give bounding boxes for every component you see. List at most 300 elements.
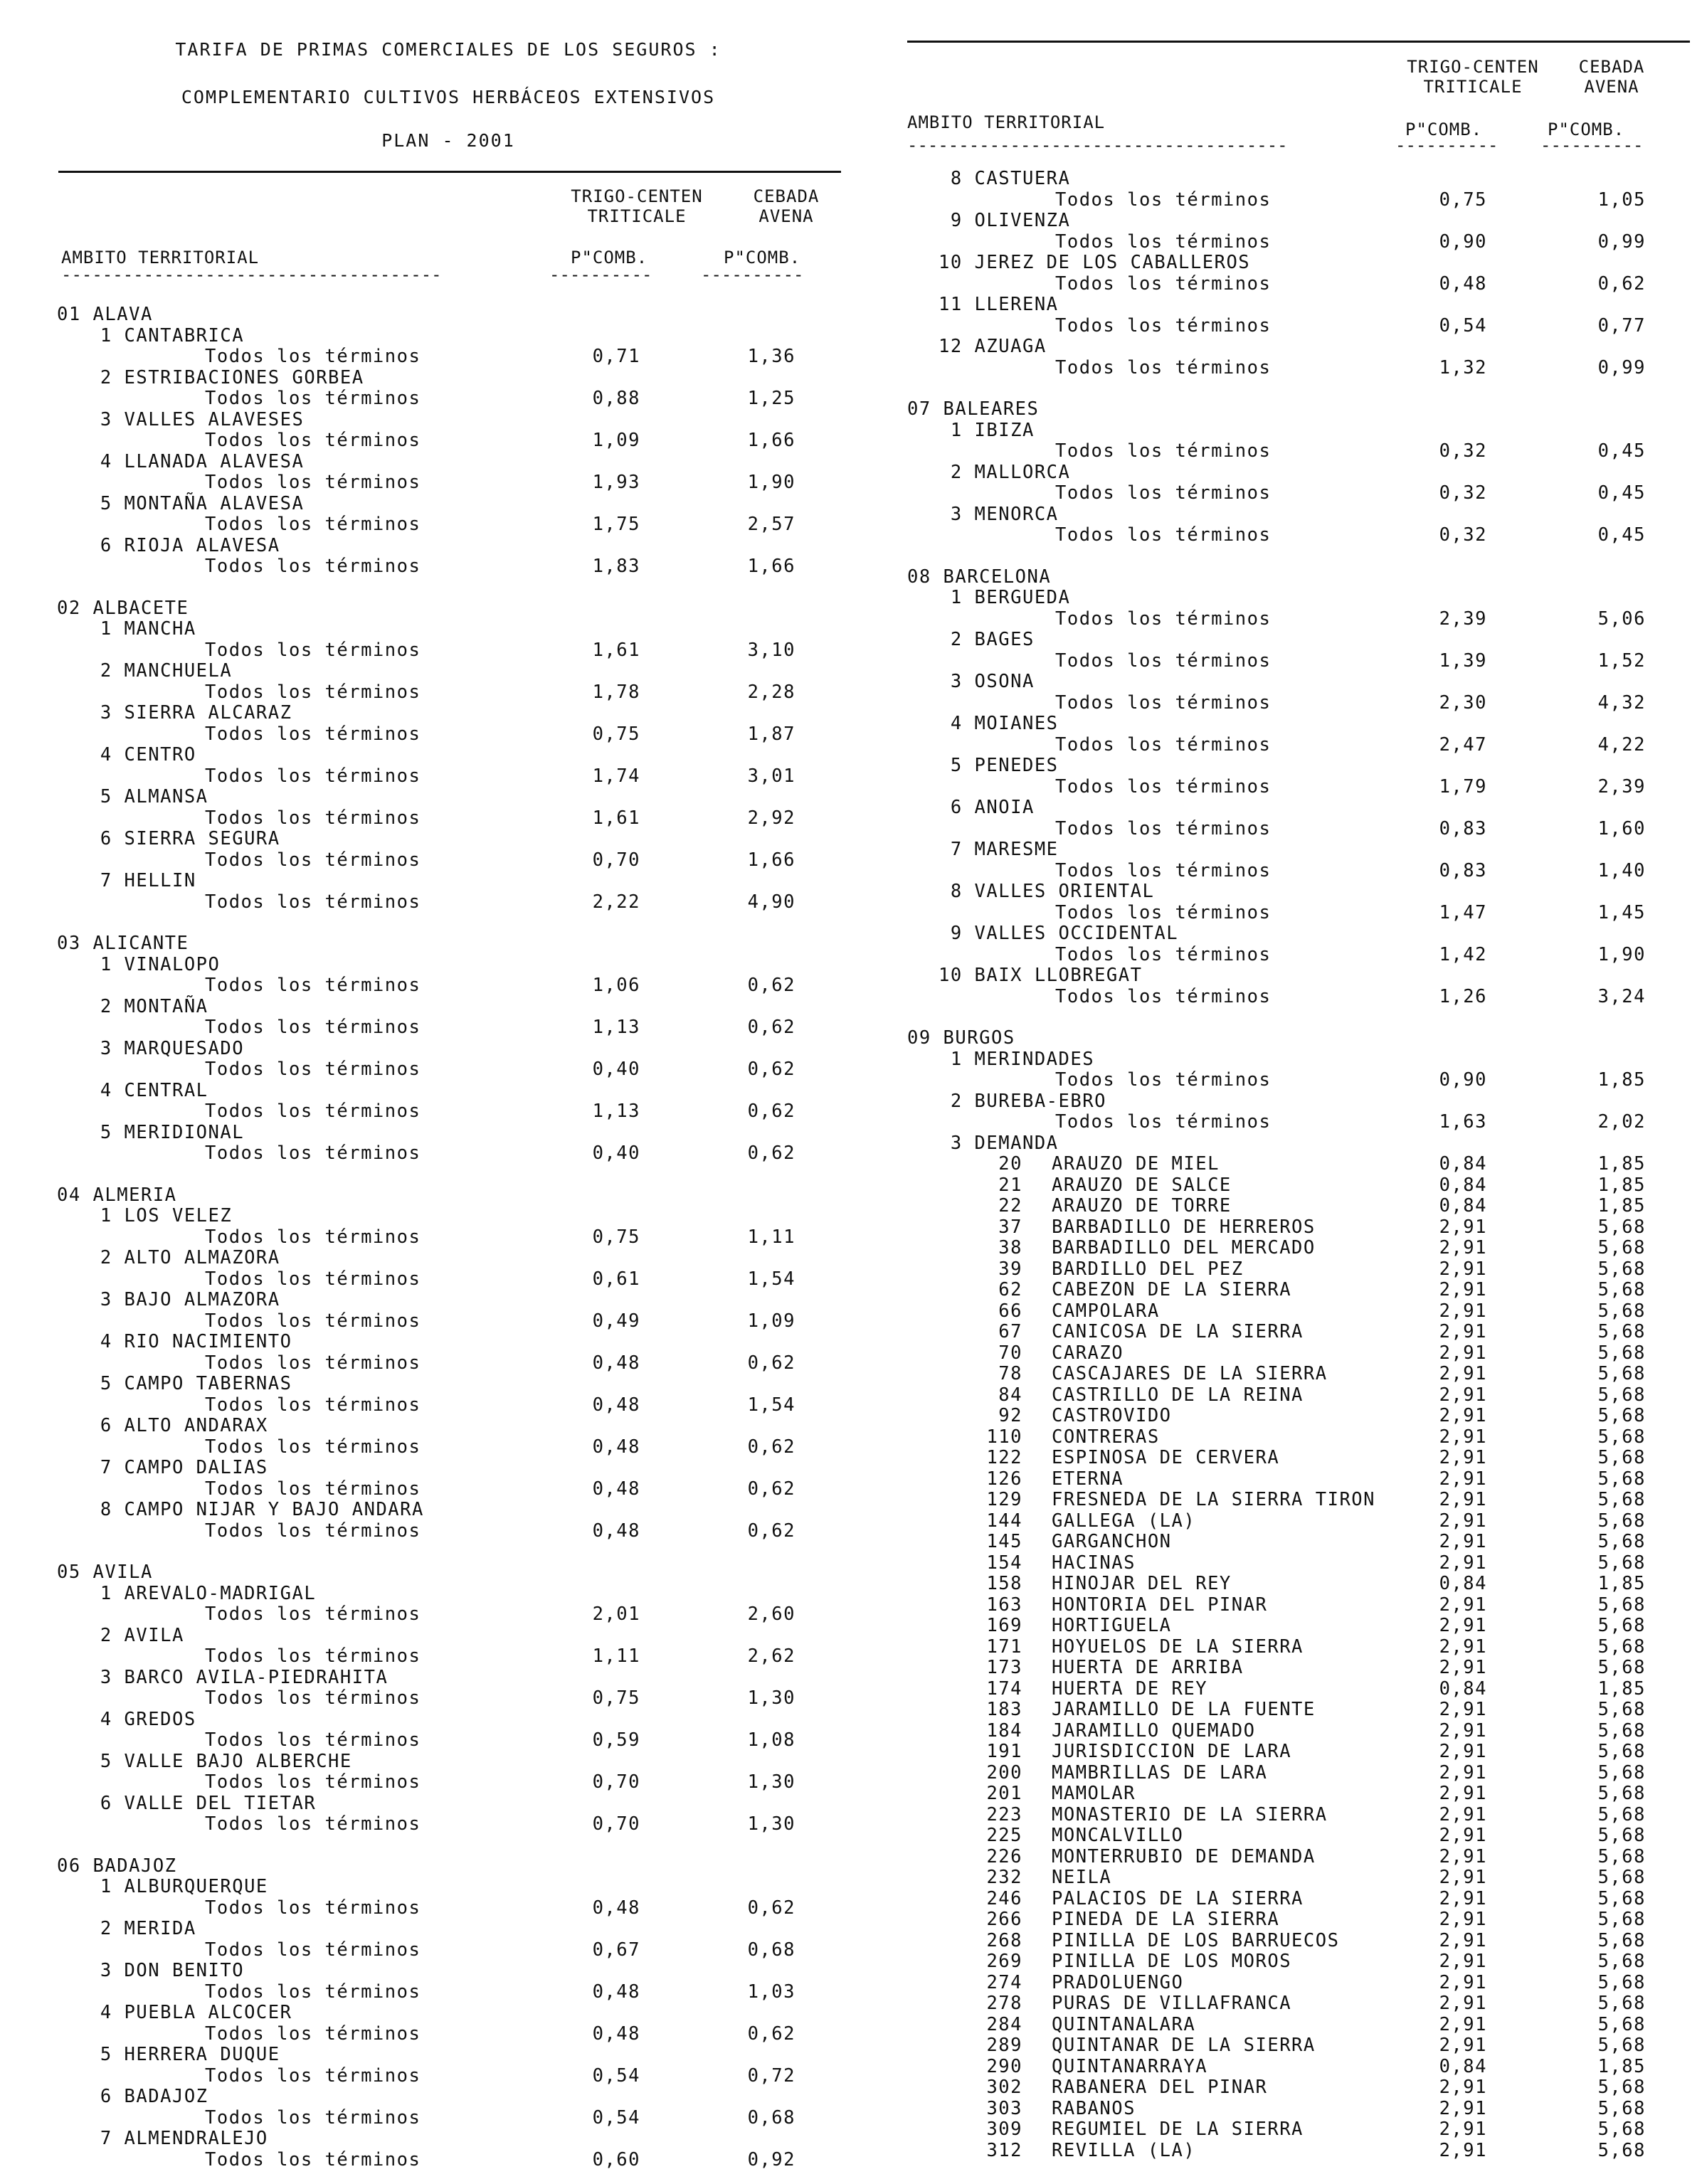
municipality-code: 183 (986, 1699, 1022, 1720)
col2-header-underline-right: ---------- (1540, 135, 1644, 155)
zone-row (907, 756, 1690, 777)
value-trigo: 2,22 (592, 891, 640, 913)
zone-row (57, 2045, 840, 2066)
value-trigo: 2,91 (1439, 1909, 1487, 1930)
value-trigo: 2,91 (1439, 1405, 1487, 1426)
all-terms-label: Todos los términos (205, 1645, 421, 1667)
municipality-code: 22 (998, 1195, 1022, 1216)
municipality-row (907, 1721, 1690, 1742)
value-trigo: 0,40 (592, 1143, 640, 1164)
all-terms-row (57, 1688, 840, 1709)
value-cebada: 5,68 (1597, 1951, 1646, 1972)
zone-row (57, 2003, 840, 2024)
zone-name: 3 MARQUESADO (88, 1037, 245, 1059)
all-terms-label: Todos los términos (1055, 272, 1272, 295)
header-rule (58, 171, 841, 173)
value-trigo: 2,91 (1439, 1279, 1487, 1300)
zone-name: 3 SIERRA ALCARAZ (88, 702, 292, 723)
municipality-name: HACINAS (1052, 1552, 1136, 1574)
territory-header-right: AMBITO TERRITORIAL (907, 112, 1106, 132)
zone-name: 7 MARESME (939, 839, 1059, 860)
all-terms-row (907, 945, 1690, 966)
municipality-row (907, 1364, 1690, 1385)
value-cebada: 1,85 (1597, 1153, 1646, 1175)
municipality-row (907, 1595, 1690, 1616)
municipality-code: 169 (986, 1615, 1022, 1636)
value-trigo: 2,91 (1439, 1237, 1487, 1258)
value-cebada: 5,68 (1597, 2013, 1646, 2035)
municipality-row (907, 1280, 1690, 1301)
value-cebada: 1,54 (747, 1268, 796, 1290)
all-terms-row (57, 1353, 840, 1374)
value-trigo: 0,48 (592, 1520, 640, 1542)
value-cebada: 1,36 (747, 346, 796, 367)
value-trigo: 0,32 (1439, 482, 1487, 504)
all-terms-row (57, 1898, 840, 1919)
all-terms-label: Todos los términos (1055, 775, 1272, 797)
value-cebada: 0,62 (747, 1143, 796, 1164)
value-cebada: 4,32 (1597, 691, 1646, 714)
all-terms-label: Todos los términos (205, 1394, 421, 1416)
all-terms-label: Todos los términos (1055, 733, 1272, 756)
value-cebada: 5,68 (1597, 1447, 1646, 1468)
zone-row (57, 1081, 840, 1102)
municipality-code: 309 (986, 2119, 1022, 2140)
all-terms-label: Todos los términos (205, 2064, 421, 2087)
zone-name: 8 CASTUERA (939, 168, 1071, 189)
municipality-code: 154 (986, 1552, 1022, 1574)
municipality-code: 122 (986, 1447, 1022, 1468)
all-terms-label: Todos los términos (1055, 440, 1272, 462)
value-trigo: 0,40 (592, 1059, 640, 1080)
municipality-code: 290 (986, 2055, 1022, 2077)
municipality-name: PRADOLUENGO (1052, 1971, 1184, 1993)
col1-unit-header: P"COMB. (571, 248, 648, 267)
all-terms-label: Todos los términos (205, 1059, 421, 1080)
municipality-row (907, 1196, 1690, 1217)
value-cebada: 5,68 (1597, 1867, 1646, 1888)
zone-name: 5 VALLE BAJO ALBERCHE (88, 1750, 352, 1772)
value-trigo: 2,91 (1439, 1342, 1487, 1364)
all-terms-label: Todos los términos (1055, 608, 1272, 630)
all-terms-label: Todos los términos (1055, 314, 1272, 336)
all-terms-label: Todos los términos (205, 1520, 421, 1542)
value-trigo: 0,48 (592, 1478, 640, 1500)
all-terms-row (907, 903, 1690, 924)
municipality-name: MONTERRUBIO DE DEMANDA (1052, 1845, 1316, 1867)
all-terms-label: Todos los términos (205, 975, 421, 996)
province-header: 01 ALAVA (57, 304, 153, 325)
value-trigo: 0,83 (1439, 859, 1487, 881)
all-terms-row (57, 2024, 840, 2045)
value-cebada: 5,68 (1597, 1363, 1646, 1384)
all-terms-row (57, 975, 840, 997)
value-cebada: 5,68 (1597, 1761, 1646, 1783)
municipality-name: PINILLA DE LOS BARRUECOS (1052, 1929, 1340, 1951)
all-terms-row (57, 1730, 840, 1751)
col1-header (544, 186, 729, 226)
all-terms-row (907, 987, 1690, 1008)
zone-name: 2 ESTRIBACIONES GORBEA (88, 366, 364, 388)
all-terms-row (57, 472, 840, 494)
all-terms-row (57, 1311, 840, 1332)
province-header: 07 BALEARES (907, 398, 1040, 420)
zone-name: 6 ANOIA (939, 797, 1035, 818)
municipality-row (907, 2141, 1690, 2162)
municipality-code: 92 (998, 1405, 1022, 1426)
municipality-row (907, 1448, 1690, 1469)
value-trigo: 2,39 (1439, 608, 1487, 630)
all-terms-label: Todos los términos (205, 1017, 421, 1038)
col2-header-right (1540, 57, 1683, 97)
all-terms-label: Todos los términos (1055, 524, 1272, 546)
municipality-code: 269 (986, 1951, 1022, 1972)
municipality-code: 145 (986, 1531, 1022, 1552)
value-cebada: 5,68 (1597, 1993, 1646, 2014)
all-terms-row (57, 1395, 840, 1416)
all-terms-label: Todos los términos (205, 346, 421, 367)
all-terms-row (57, 346, 840, 368)
zone-row (907, 295, 1690, 316)
municipality-row (907, 1385, 1690, 1406)
value-cebada: 1,05 (1597, 189, 1646, 211)
all-terms-row (57, 1479, 840, 1500)
zone-row (57, 2129, 840, 2150)
municipality-name: QUINTANAR DE LA SIERRA (1052, 2035, 1316, 2056)
value-trigo: 0,54 (592, 2106, 640, 2129)
value-trigo: 0,83 (1439, 817, 1487, 839)
all-terms-label: Todos los términos (205, 1939, 421, 1961)
municipality-row (907, 1406, 1690, 1427)
all-terms-label: Todos los términos (205, 430, 421, 451)
municipality-row (907, 1993, 1690, 2015)
value-trigo: 0,90 (1439, 1069, 1487, 1091)
zone-row (57, 997, 840, 1018)
value-trigo: 0,84 (1439, 1573, 1487, 1594)
municipality-name: CASCAJARES DE LA SIERRA (1052, 1363, 1328, 1384)
value-trigo: 1,83 (592, 556, 640, 577)
value-trigo: 2,91 (1439, 1699, 1487, 1720)
value-trigo: 2,91 (1439, 1489, 1487, 1510)
province-header: 06 BADAJOZ (57, 1855, 177, 1877)
municipality-name: REGUMIEL DE LA SIERRA (1052, 2119, 1304, 2140)
all-terms-row (57, 1059, 840, 1081)
all-terms-row (57, 514, 840, 536)
value-trigo: 0,75 (592, 1687, 640, 1709)
all-terms-label: Todos los términos (205, 1268, 421, 1290)
zone-row (57, 1458, 840, 1479)
value-cebada: 0,45 (1597, 482, 1646, 504)
value-cebada: 5,68 (1597, 1615, 1646, 1636)
municipality-name: JARAMILLO QUEMADO (1052, 1719, 1256, 1742)
value-cebada: 2,02 (1597, 1111, 1646, 1133)
municipality-code: 223 (986, 1803, 1022, 1825)
value-trigo: 2,91 (1439, 1719, 1487, 1742)
zone-name: 6 RIOJA ALAVESA (88, 534, 280, 556)
zone-row (907, 462, 1690, 484)
all-terms-row (57, 766, 840, 788)
municipality-name: JARAMILLO DE LA FUENTE (1052, 1699, 1316, 1720)
value-trigo: 2,91 (1439, 2097, 1487, 2119)
zone-name: 5 MERIDIONAL (88, 1121, 245, 1143)
all-terms-row (907, 358, 1690, 379)
col2-header-line-1: CEBADA (753, 186, 820, 206)
all-terms-row (907, 232, 1690, 253)
value-trigo: 1,42 (1439, 943, 1487, 965)
value-cebada: 0,62 (747, 1897, 796, 1919)
value-trigo: 2,91 (1439, 1468, 1487, 1490)
value-trigo: 0,75 (1439, 189, 1487, 211)
value-trigo: 2,91 (1439, 1845, 1487, 1867)
zone-name: 3 BARCO AVILA-PIEDRAHITA (88, 1666, 388, 1688)
municipality-code: 302 (986, 2077, 1022, 2098)
value-cebada: 5,68 (1597, 1552, 1646, 1574)
all-terms-label: Todos los términos (1055, 650, 1272, 672)
all-terms-row (57, 2150, 840, 2171)
zone-name: 3 DEMANDA (939, 1132, 1059, 1154)
municipality-row (907, 1637, 1690, 1658)
zone-name: 5 MONTAÑA ALAVESA (88, 492, 305, 514)
all-terms-row (57, 1101, 840, 1123)
municipality-code: 78 (998, 1363, 1022, 1384)
value-cebada: 5,68 (1597, 1971, 1646, 1993)
value-cebada: 4,90 (747, 891, 796, 913)
zone-row (57, 1206, 840, 1227)
all-terms-row (907, 316, 1690, 337)
value-trigo: 2,91 (1439, 1951, 1487, 1972)
col2-unit-header-right: P"COMB. (1548, 120, 1625, 139)
municipality-name: MONASTERIO DE LA SIERRA (1052, 1803, 1328, 1825)
col1-header-right (1380, 57, 1565, 97)
zone-row (57, 1626, 840, 1647)
municipality-code: 163 (986, 1594, 1022, 1616)
municipality-row (907, 1154, 1690, 1175)
value-trigo: 2,91 (1439, 1594, 1487, 1616)
value-cebada: 5,68 (1597, 2119, 1646, 2140)
municipality-row (907, 1783, 1690, 1805)
zone-row (907, 923, 1690, 945)
municipality-name: PINILLA DE LOS MOROS (1052, 1951, 1292, 1972)
municipality-name: GARGANCHON (1052, 1531, 1172, 1552)
municipality-code: 232 (986, 1867, 1022, 1888)
municipality-name: HORTIGUELA (1052, 1615, 1172, 1636)
value-cebada: 1,85 (1597, 1573, 1646, 1594)
col2-header-right-line-2: AVENA (1584, 77, 1639, 97)
all-terms-row (57, 1940, 840, 1961)
value-trigo: 1,13 (592, 1017, 640, 1038)
municipality-name: CASTRILLO DE LA REINA (1052, 1384, 1304, 1406)
value-trigo: 2,91 (1439, 1929, 1487, 1951)
value-trigo: 1,11 (592, 1645, 640, 1667)
zone-row (907, 672, 1690, 693)
value-trigo: 0,48 (592, 1897, 640, 1919)
municipality-row (907, 1259, 1690, 1281)
municipality-code: 268 (986, 1929, 1022, 1951)
all-terms-row (57, 2066, 840, 2087)
value-cebada: 5,68 (1597, 1300, 1646, 1322)
value-cebada: 3,10 (747, 639, 796, 661)
zone-name: 1 IBIZA (939, 419, 1035, 441)
col2-header-line-2: AVENA (758, 206, 814, 226)
municipality-row (907, 1175, 1690, 1197)
zone-row (57, 1416, 840, 1437)
value-cebada: 5,68 (1597, 1699, 1646, 1720)
all-terms-label: Todos los términos (1055, 1111, 1272, 1133)
value-trigo: 2,91 (1439, 1761, 1487, 1783)
municipality-code: 184 (986, 1719, 1022, 1742)
section-gap (907, 378, 1690, 399)
value-cebada: 5,68 (1597, 1783, 1646, 1804)
zone-name: 8 CAMPO NIJAR Y BAJO ANDARA (88, 1499, 424, 1520)
municipality-row (907, 1951, 1690, 1973)
all-terms-label: Todos los términos (205, 1897, 421, 1919)
value-cebada: 1,08 (747, 1729, 796, 1751)
municipality-name: CARAZO (1052, 1342, 1124, 1364)
col1-unit-header-right: P"COMB. (1405, 120, 1483, 139)
zone-row (57, 2087, 840, 2108)
value-cebada: 5,68 (1597, 2077, 1646, 2098)
value-trigo: 2,01 (592, 1603, 640, 1625)
municipality-code: 67 (998, 1321, 1022, 1342)
all-terms-row (57, 1227, 840, 1249)
value-trigo: 0,70 (592, 1771, 640, 1793)
zone-name: 2 MERIDA (88, 1918, 196, 1939)
zone-row (57, 1793, 840, 1815)
municipality-code: 144 (986, 1510, 1022, 1532)
zone-name: 2 BAGES (939, 629, 1035, 650)
value-trigo: 0,48 (592, 2023, 640, 2045)
value-cebada: 5,68 (1597, 1321, 1646, 1342)
zone-row (57, 452, 840, 473)
zone-row (57, 1709, 840, 1731)
all-terms-row (57, 1772, 840, 1793)
all-terms-row (907, 609, 1690, 630)
value-trigo: 2,91 (1439, 1216, 1487, 1238)
value-trigo: 2,91 (1439, 1971, 1487, 1993)
value-cebada: 5,68 (1597, 2139, 1646, 2161)
value-cebada: 3,01 (747, 765, 796, 787)
value-cebada: 0,45 (1597, 440, 1646, 462)
value-trigo: 0,54 (592, 2064, 640, 2087)
all-terms-label: Todos los términos (1055, 1069, 1272, 1091)
all-terms-row (907, 1070, 1690, 1091)
all-terms-label: Todos los términos (1055, 943, 1272, 965)
value-cebada: 5,68 (1597, 1594, 1646, 1616)
value-trigo: 1,63 (1439, 1111, 1487, 1133)
municipality-row (907, 1909, 1690, 1931)
value-trigo: 2,91 (1439, 2119, 1487, 2140)
all-terms-label: Todos los términos (205, 1352, 421, 1374)
municipality-row (907, 2057, 1690, 2078)
all-terms-label: Todos los términos (205, 388, 421, 409)
value-cebada: 5,06 (1597, 608, 1646, 630)
zone-name: 3 DON BENITO (88, 1960, 245, 1981)
municipality-code: 266 (986, 1909, 1022, 1930)
all-terms-row (57, 1269, 840, 1290)
municipality-name: MONCALVILLO (1052, 1825, 1184, 1846)
value-trigo: 2,91 (1439, 1552, 1487, 1574)
all-terms-row (57, 430, 840, 452)
all-terms-row (907, 693, 1690, 714)
all-terms-label: Todos los términos (1055, 859, 1272, 881)
value-cebada: 0,62 (747, 1101, 796, 1122)
value-trigo: 0,84 (1439, 1677, 1487, 1700)
header-rule-right (907, 41, 1690, 43)
value-cebada: 5,68 (1597, 1510, 1646, 1532)
all-terms-row (907, 441, 1690, 462)
zone-name: 7 HELLIN (88, 870, 196, 891)
value-cebada: 1,85 (1597, 2055, 1646, 2077)
value-cebada: 0,62 (1597, 272, 1646, 295)
value-trigo: 1,79 (1439, 775, 1487, 797)
municipality-name: ESPINOSA DE CERVERA (1052, 1447, 1280, 1468)
territory-header-underline: ------------------------------------- (61, 265, 442, 285)
value-cebada: 0,72 (747, 2064, 796, 2087)
all-terms-row (57, 1521, 840, 1542)
value-trigo: 1,78 (592, 681, 640, 703)
all-terms-row (907, 735, 1690, 756)
col1-header-underline-right: ---------- (1395, 135, 1498, 155)
zone-row (57, 787, 840, 808)
municipality-code: 191 (986, 1741, 1022, 1762)
municipality-name: CAMPOLARA (1052, 1300, 1160, 1322)
municipality-name: REVILLA (LA) (1052, 2139, 1196, 2161)
zone-name: 2 ALTO ALMAZORA (88, 1247, 280, 1268)
zone-row (907, 1091, 1690, 1113)
zone-row (57, 1123, 840, 1144)
all-terms-label: Todos los términos (205, 765, 421, 787)
all-terms-row (907, 274, 1690, 295)
value-cebada: 1,09 (747, 1310, 796, 1332)
value-trigo: 1,13 (592, 1101, 640, 1122)
value-trigo: 0,61 (592, 1268, 640, 1290)
value-cebada: 1,03 (747, 1981, 796, 2003)
zone-row (907, 839, 1690, 861)
province-header: 03 ALICANTE (57, 933, 189, 954)
municipality-code: 174 (986, 1677, 1022, 1700)
all-terms-label: Todos los términos (1055, 482, 1272, 504)
municipality-code: 289 (986, 2035, 1022, 2056)
value-cebada: 0,62 (747, 1520, 796, 1542)
value-cebada: 1,45 (1597, 901, 1646, 923)
value-trigo: 1,93 (592, 472, 640, 493)
value-cebada: 2,57 (747, 514, 796, 535)
zone-name: 1 ALBURQUERQUE (88, 1876, 268, 1897)
col2-unit-header: P"COMB. (724, 248, 801, 267)
zone-row (907, 714, 1690, 735)
document-title-line-2: COMPLEMENTARIO CULTIVOS HERBÁCEOS EXTENSIVOS (181, 87, 716, 107)
all-terms-row (57, 1604, 840, 1626)
section-gap (57, 1835, 840, 1856)
municipality-name: MAMBRILLAS DE LARA (1052, 1761, 1268, 1783)
zone-name: 2 AVILA (88, 1624, 184, 1646)
municipality-code: 246 (986, 1887, 1022, 1909)
all-terms-label: Todos los términos (205, 556, 421, 577)
all-terms-label: Todos los términos (205, 1436, 421, 1458)
value-trigo: 2,91 (1439, 1363, 1487, 1384)
zone-name: 5 PENEDES (939, 755, 1059, 776)
value-cebada: 2,92 (747, 807, 796, 829)
value-trigo: 0,70 (592, 849, 640, 871)
territory-header: AMBITO TERRITORIAL (61, 248, 260, 267)
municipality-code: 173 (986, 1657, 1022, 1678)
all-terms-label: Todos los términos (205, 1771, 421, 1793)
all-terms-label: Todos los términos (205, 1310, 421, 1332)
section-gap (57, 913, 840, 933)
zone-row (57, 1961, 840, 1982)
municipality-name: CABEZON DE LA SIERRA (1052, 1279, 1292, 1300)
zone-name: 10 BAIX LLOBREGAT (939, 965, 1143, 986)
